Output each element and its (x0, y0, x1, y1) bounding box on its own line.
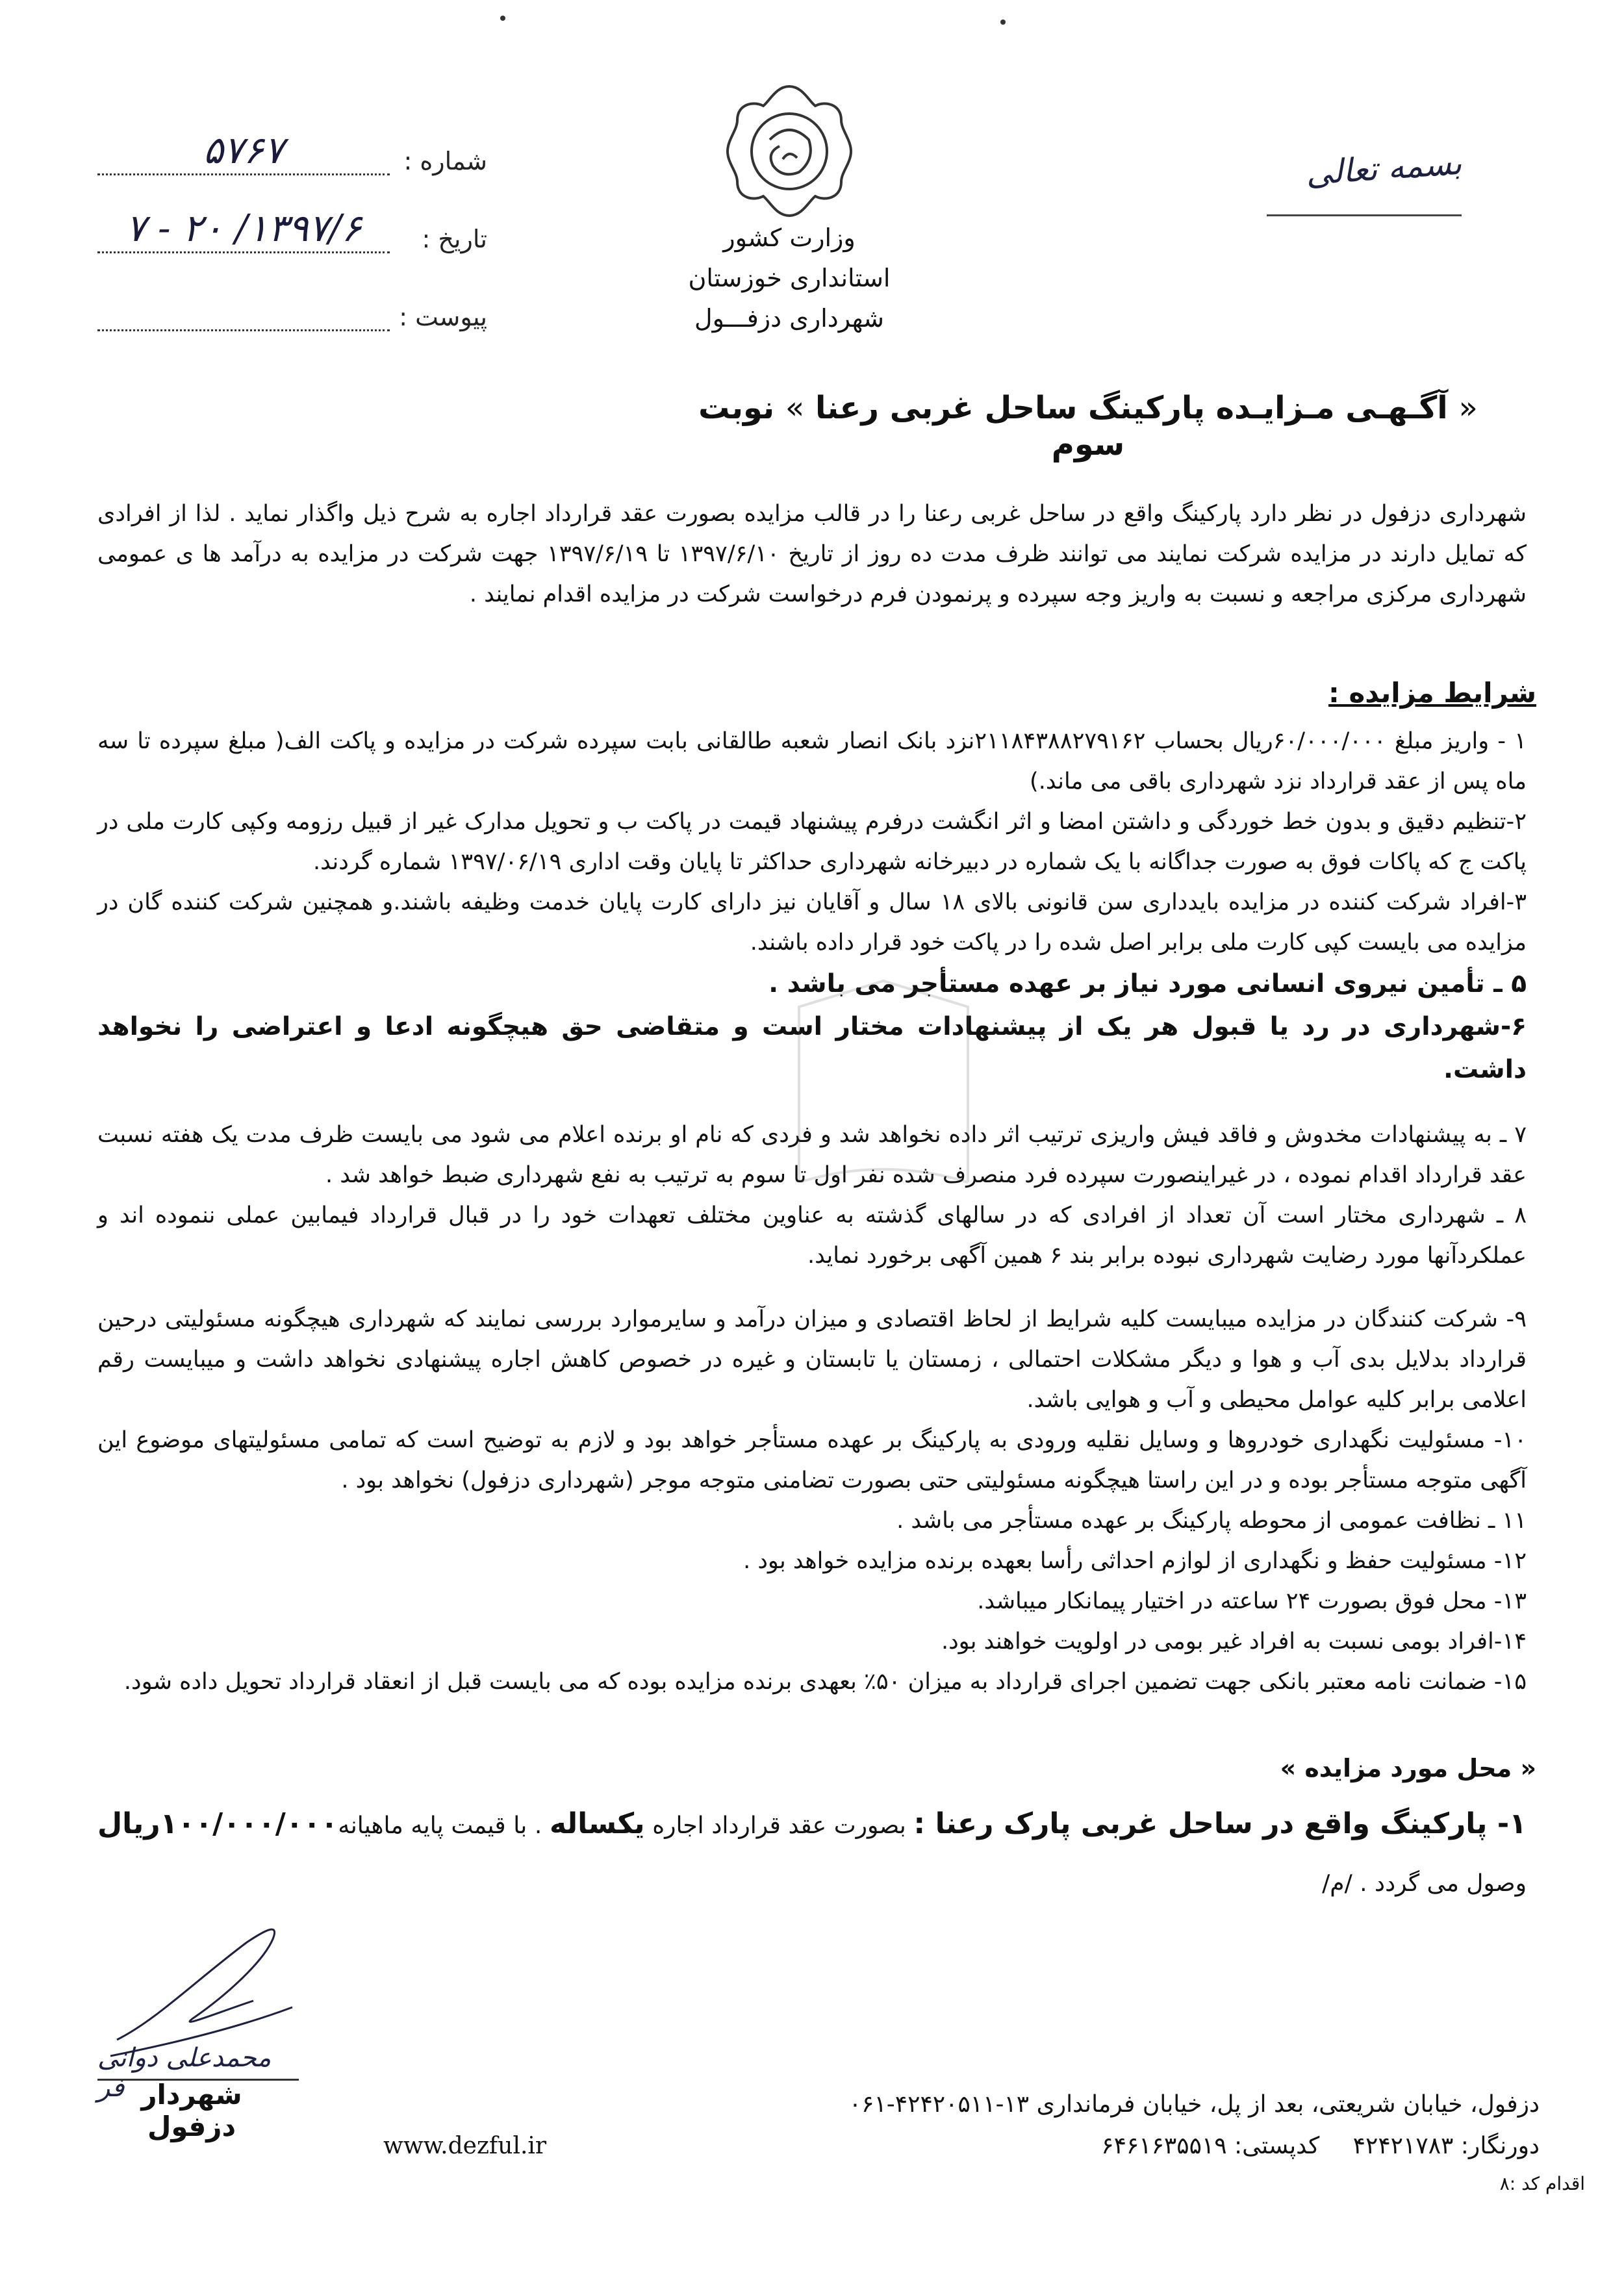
meta-label: تاریخ : (422, 225, 487, 253)
basmala (1254, 144, 1463, 221)
condition-item: ۳-افراد شرکت کننده در مزایده بایدداری سن قانونی بالای ۱۸ سال و آقایان نیز دارای کارت پایان خدمت وظیفه باشند.و همچنین شرکت کننده گان در مزایده می بایست کپی کارت ملی برابر اصل شده را در پاکت خود قرار داده باشند. (97, 889, 1527, 956)
place-item-text: وصول می گردد . /م/ (1322, 1870, 1527, 1897)
organization-block (650, 218, 929, 338)
letter-meta (97, 97, 487, 331)
scan-speck (1000, 19, 1006, 25)
condition-item: ۱۵- ضمانت نامه معتبر بانکی جهت تضمین اجرای قرارداد به میزان ۵۰٪ بعهدی برنده مزایده بوده که می بایست قبل از انعقاد قرارداد تحویل داده شود. (123, 1669, 1527, 1695)
condition-item: ۱۲- مسئولیت حفظ و نگهداری از لوازم احداثی رأسا بعهده برنده مزایده خواهد بود . (743, 1548, 1527, 1574)
auction-place-heading: « محل مورد مزایده » (1280, 1754, 1536, 1783)
footer-address: دزفول، خیابان شریعتی، بعد از پل، خیابان فرمانداری ۱۳-۴۲۴۲۰۵۱۱-۰۶۱ (848, 2091, 1540, 2118)
place-item-label: ۱- پارکینگ واقع در ساحل غربی پارک رعنا : (913, 1807, 1527, 1840)
signer-name: محمدعلی دوانی فر (97, 2043, 272, 2103)
meta-row-date (97, 175, 487, 253)
condition-item: ۱۱ ـ نظافت عمومی از محوطه پارکینگ بر عهده مستأجر می باشد . (896, 1508, 1527, 1534)
basmala-underline (1267, 214, 1462, 216)
condition-item: ۱۳- محل فوق بصورت ۲۴ ساعته در اختیار پیمانکار میباشد. (977, 1588, 1527, 1614)
org-line: استانداری خوزستان (688, 264, 891, 292)
condition-item: ۱۴-افراد بومی نسبت به افراد غیر بومی در اولویت خواهند بود. (941, 1629, 1527, 1655)
title-suffix: نوبت سوم (698, 390, 1125, 463)
place-price: ۱۰۰/۰۰۰/۰۰۰ریال (97, 1807, 338, 1840)
place-item-text: . با قیمت پایه ماهیانه (338, 1812, 550, 1839)
condition-item: ۸ ـ شهرداری مختار است آن تعداد از افرادی که در سالهای گذشته به عناوین مختلف تعهدات خود را در قبال قرارداد فیمابین عملی ننموده اند و عملکردآنها مورد رضایت شهرداری نبوده برابر بند ۶ همین آگهی برخورد نماید. (97, 1202, 1527, 1269)
condition-item: ۱ - واریز مبلغ ۶۰/۰۰۰/۰۰۰ریال بحساب ۲۱۱۸۴۳۸۸۲۷۹۱۶۲نزد بانک انصار شعبه طالقانی بابت سپرده شرکت در مزایده و پاکت الف( مبلغ سپرده تا سه ماه پس از عقد قرارداد نزد شهرداری باقی می ماند.) (97, 728, 1527, 794)
place-duration: یکساله (549, 1807, 645, 1840)
scan-speck (500, 16, 505, 21)
footer-fax: دورنگار: ۴۲۴۲۱۷۸۳ (1352, 2133, 1540, 2159)
watermark-stamp-icon (780, 968, 987, 1202)
municipality-emblem-icon (718, 81, 861, 221)
condition-item: ۵ ـ تأمین نیروی انسانی مورد نیاز بر عهده مستأجر می باشد . (768, 969, 1527, 998)
basmala-text: بسمه تعالی (1304, 144, 1463, 193)
title-quote-close: » (785, 390, 805, 426)
condition-item: ۶-شهرداری در رد یا قبول هر یک از پیشنهادات مختار است و متقاضی حق هیچگونه ادعا و اعتراضی را نخواهد داشت. (97, 1012, 1527, 1084)
page-title (682, 390, 1494, 463)
condition-item: ۹- شرکت کنندگان در مزایده میبایست کلیه شرایط از لحاظ اقتصادی و میزان درآمد و سایرموارد بررسی نمایند که شهرداری هیچگونه مسئولیتی درحین قرارداد بدلایل بدی آب و هوا و دیگر مشکلات احتمالی ، زمستان یا تابستان و غیره در خصوص کاهش اجاره پیشنهادی نخواهد داشت و میبایست رقم اعلامی برابر کلیه عوامل محیطی و آب و هوایی باشد. (97, 1306, 1527, 1413)
meta-label: پیوست : (399, 303, 487, 331)
signer-title: شهردار دزفول (141, 2079, 242, 2142)
title-quote-open: « (1458, 390, 1478, 426)
meta-row-number (97, 97, 487, 175)
meta-label: شماره : (403, 147, 487, 175)
meta-row-attachment (97, 253, 487, 331)
intro-paragraph: شهرداری دزفول در نظر دارد پارکینگ واقع در ساحل غربی رعنا را در قالب مزایده بصورت عقد قرارداد اجاره به شرح ذیل واگذار نماید . لذا از افرادی که تمایل دارند در مزایده شرکت نمایند می توانند ظرف مدت ده روز از تاریخ ۱۳۹۷/۶/۱۰ تا ۱۳۹۷/۶/۱۹ جهت شرکت در مزایده به درآمد ها ی عمومی شهرداری مرکزی مراجعه و نسبت به واریز وجه سپرده و پرنمودن فرم درخواست شرکت در مزایده اقدام نمایند . (97, 501, 1527, 607)
condition-item: ۱۰- مسئولیت نگهداری خودروها و وسایل نقلیه ورودی به پارکینگ بر عهده مستأجر خواهد بود و لازم به توضیح است که تمامی مسئولیتهای موضوع این آگهی متوجه مستأجر بوده و در این راستا هیچگونه مسئولیتی حتی بصورت تضامنی متوجه موجر (شهرداری دزفول) نخواهد بود . (97, 1427, 1527, 1493)
auction-place (97, 1796, 1527, 1912)
meta-value (97, 284, 390, 331)
org-line: وزارت کشور (723, 223, 856, 252)
place-item-text: بصورت عقد قرارداد اجاره (644, 1812, 914, 1839)
condition-item: ۷ ـ به پیشنهادات مخدوش و فاقد فیش واریزی ترتیب اثر داده نخواهد شد و فردی که نام او برنده اعلام می شود می بایست ظرف مدت یک هفته نسبت عقد قرارداد اقدام نموده ، در غیراینصورت سپرده فرد منصرف شده نفر اول تا سوم به ترتیب به نفع شهرداری ضبط خواهد شد . (97, 1122, 1527, 1188)
meta-value: ۵۷۶۷ (97, 128, 390, 175)
footer-website: www.dezful.ir (383, 2133, 547, 2159)
conditions-list (97, 721, 1527, 1702)
meta-value: ۱۳۹۷/۶/ ۲۰ - ۷ (97, 206, 390, 253)
title-main: آگـهـی مـزایـده پارکینگ ساحل غربی رعنا (815, 390, 1448, 426)
org-line: شهرداری دزفـــول (694, 304, 885, 333)
conditions-heading: شرایط مزایده : (1328, 677, 1536, 709)
footer-postal-code: کدپستی: ۶۴۶۱۶۳۵۵۱۹ (1101, 2133, 1320, 2159)
condition-item: ۲-تنظیم دقیق و بدون خط خوردگی و داشتن امضا و اثر انگشت درفرم پیشنهاد قیمت در پاکت ب و تحویل مدارک غیر از قبیل رزومه وکپی کارت ملی در پاکت ج که پاکات فوق به صورت جداگانه با یک شماره در دبیرخانه شهرداری حداکثر تا پایان وقت اداری ۱۳۹۷/۰۶/۱۹ شماره گردند. (97, 809, 1527, 875)
action-code: اقدام کد :۸ (1499, 2173, 1585, 2194)
